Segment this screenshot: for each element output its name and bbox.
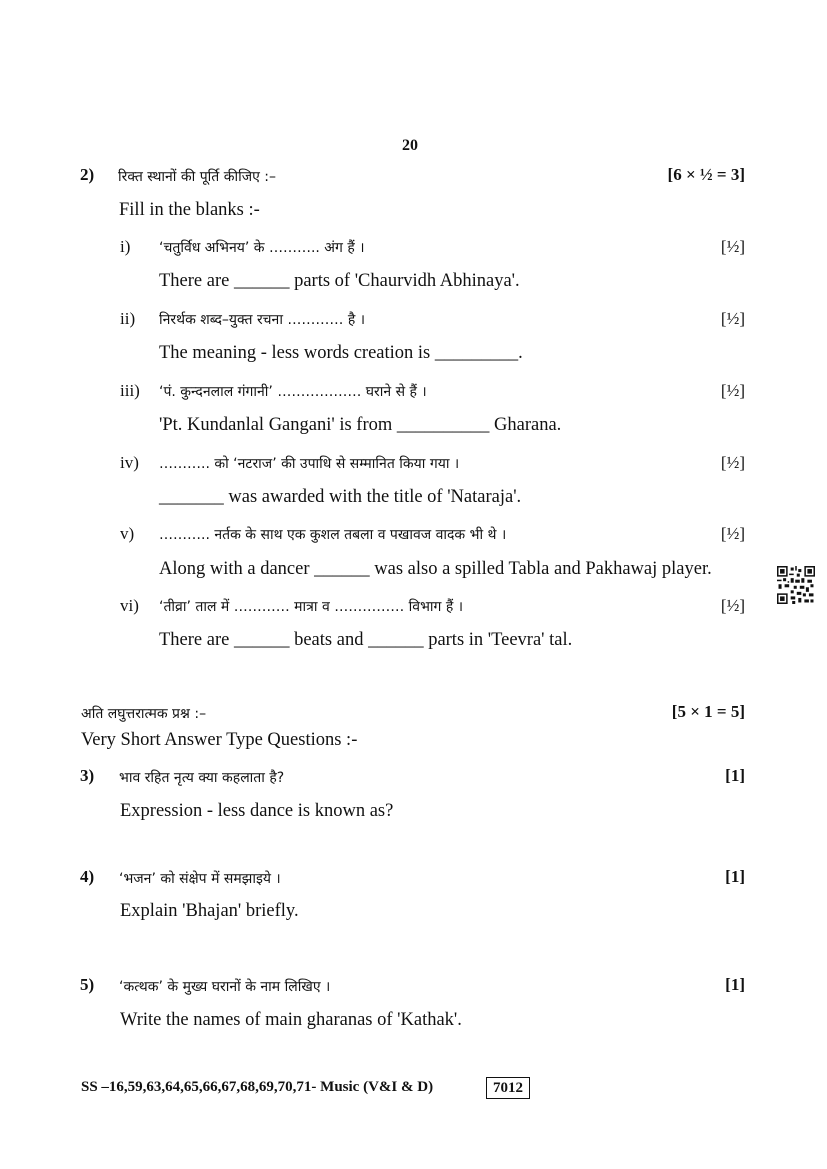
- blank-item-hindi: ……….. को ‘नटराज’ की उपाधि से सम्मानित किया गया ।: [159, 456, 460, 472]
- blank-item-marks: [½]: [720, 524, 745, 543]
- page-number: 20: [402, 137, 418, 154]
- blank-item-english: There are ______ parts of 'Chaurvidh Abhinaya'.: [159, 271, 520, 291]
- blank-item-number: vi): [120, 596, 139, 615]
- blank-item-english: 'Pt. Kundanlal Gangani' is from __________ Gharana.: [159, 415, 562, 435]
- blank-item-english: Along with a dancer ______ was also a spilled Tabla and Pakhawaj player.: [159, 559, 712, 579]
- blank-item-number: i): [120, 237, 131, 256]
- question-5-english: Write the names of main gharanas of 'Kathak'.: [120, 1010, 462, 1030]
- blank-item-marks: [½]: [720, 453, 745, 472]
- blank-item-english: _______ was awarded with the title of 'Nataraja'.: [159, 487, 522, 507]
- section-title-hindi: अति लघुत्तरात्मक प्रश्न :–: [81, 706, 207, 722]
- question-4-hindi: ‘भजन’ को संक्षेप में समझाइये ।: [119, 871, 281, 887]
- blank-item-hindi: ‘पं. कुन्दनलाल गंगानी’ ……………… घराने से हैं ।: [159, 384, 427, 400]
- question-3-hindi: भाव रहित नृत्य क्या कहलाता है?: [119, 770, 285, 786]
- blank-item-hindi: ……….. नर्तक के साथ एक कुशल तबला व पखावज वादक भी थे ।: [159, 527, 507, 543]
- question-2-number: 2): [80, 165, 95, 184]
- question-4-english: Explain 'Bhajan' briefly.: [120, 901, 299, 921]
- question-2-title-hindi: रिक्त स्थानों की पूर्ति कीजिए :–: [118, 169, 277, 185]
- blank-item-english: There are ______ beats and ______ parts in 'Teevra' tal.: [159, 630, 573, 650]
- blank-item-marks: [½]: [720, 309, 745, 328]
- question-5-marks: [1]: [725, 975, 745, 994]
- blank-item-number: ii): [120, 309, 136, 328]
- blank-item-marks: [½]: [720, 237, 745, 256]
- blank-item-number: iv): [120, 453, 139, 472]
- question-5-hindi: ‘कत्थक’ के मुख्य घरानों के नाम लिखिए ।: [119, 979, 331, 995]
- blank-item-marks: [½]: [720, 596, 745, 615]
- blank-item-hindi: ‘तीव्रा’ ताल में ………… मात्रा व …………… विभाग हैं ।: [159, 599, 464, 615]
- section-marks: [5 × 1 = 5]: [671, 702, 745, 721]
- blank-item-hindi: निरर्थक शब्द–युक्त रचना ………… है ।: [159, 312, 366, 328]
- qr-code-icon: [777, 566, 815, 604]
- section-title-english: Very Short Answer Type Questions :-: [81, 730, 358, 750]
- question-2-title-english: Fill in the blanks :-: [119, 200, 260, 220]
- question-3-marks: [1]: [725, 766, 745, 785]
- question-3-number: 3): [80, 766, 95, 785]
- blank-item-marks: [½]: [720, 381, 745, 400]
- blank-item-hindi: ‘चतुर्विध अभिनय’ के ……….. अंग हैं ।: [159, 240, 365, 256]
- question-5-number: 5): [80, 975, 95, 994]
- question-2-marks: [6 × ½ = 3]: [667, 165, 745, 184]
- question-4-marks: [1]: [725, 867, 745, 886]
- blank-item-number: iii): [120, 381, 140, 400]
- footer-code-box: 7012: [486, 1077, 530, 1099]
- blank-item-english: The meaning - less words creation is _________.: [159, 343, 523, 363]
- blank-item-number: v): [120, 524, 135, 543]
- question-4-number: 4): [80, 867, 95, 886]
- footer-paper-code: SS –16,59,63,64,65,66,67,68,69,70,71- Music (V&I & D): [81, 1079, 434, 1095]
- question-3-english: Expression - less dance is known as?: [120, 801, 394, 821]
